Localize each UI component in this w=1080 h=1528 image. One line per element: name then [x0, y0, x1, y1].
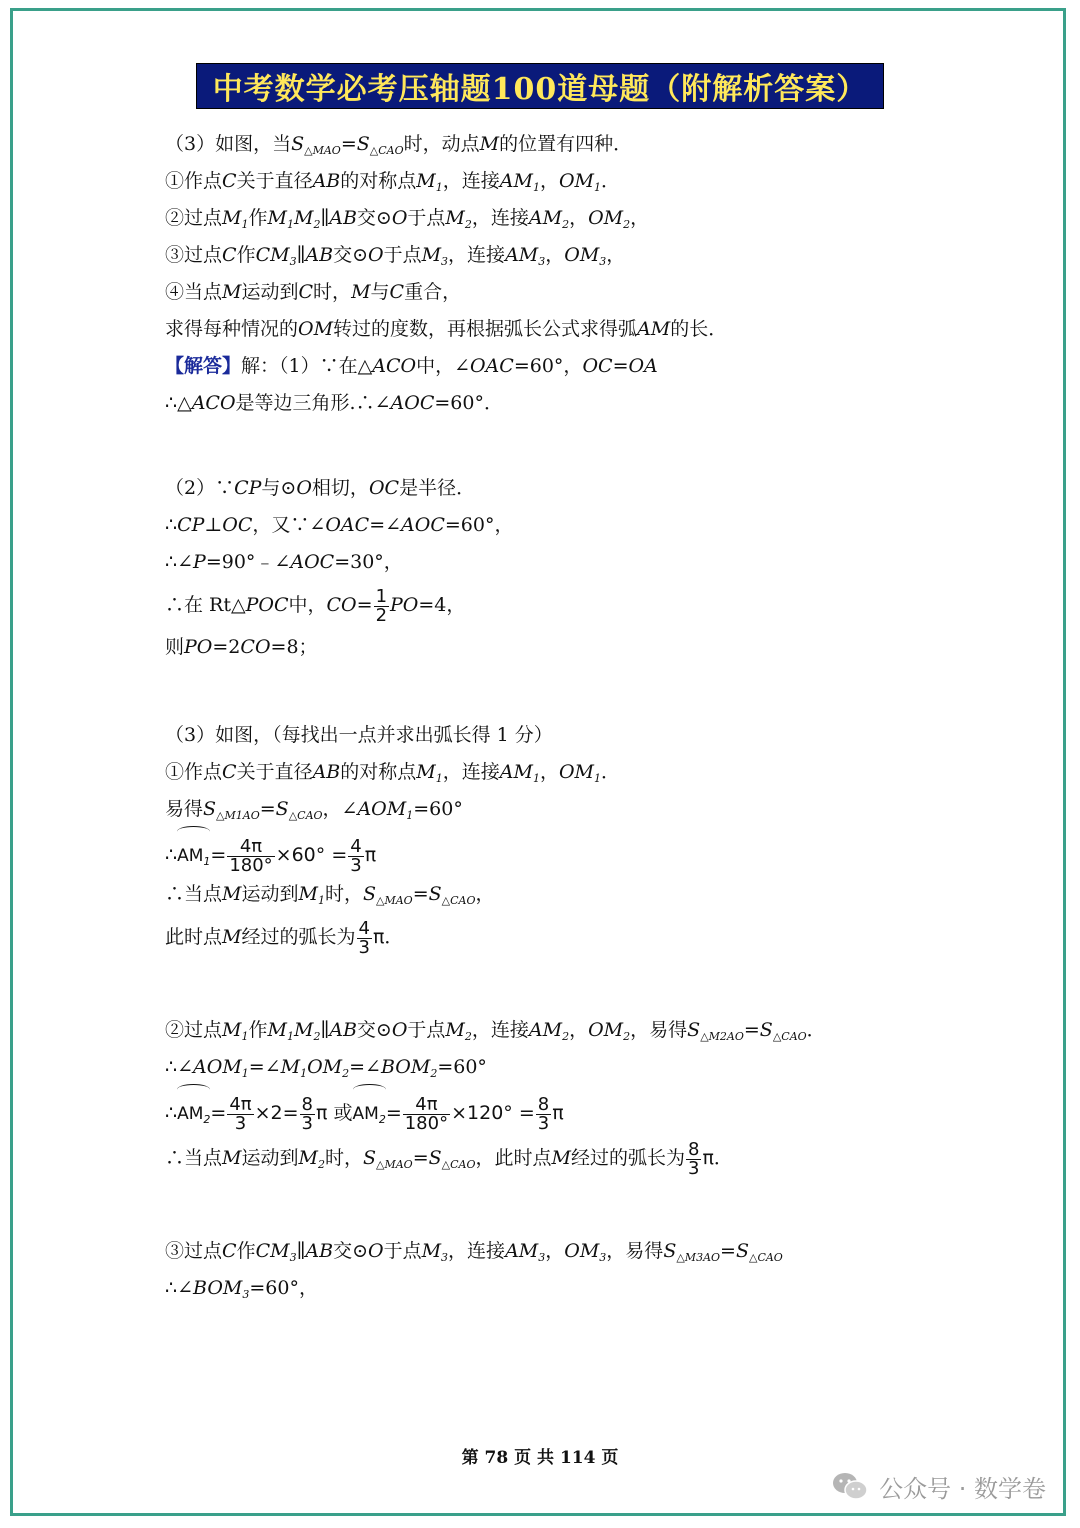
page-number: 第 78 页 共 114 页	[461, 1448, 619, 1468]
text-line: ∴CP⊥OC，又∵∠OAC=∠AOC=60°，	[165, 514, 514, 536]
fraction-4pi-3: $\frac{4\pi}{3}$	[229, 1093, 252, 1134]
fraction-8-3: $\frac{8}{3}$	[301, 1093, 313, 1134]
text-line: ③过点C作$CM_3\parallel AB$交⊙O于点$M_3$，连接$AM_3$，$OM_3$，	[165, 244, 626, 268]
text-line: ∴当点M运动到$M_1$时，$S_{\triangle MAO}=S_{\triangle CAO}$，	[165, 883, 495, 907]
text-line: $\therefore\angle AOM_1=\angle M_1OM_2=\angle BOM_2=60^\circ$	[165, 1056, 487, 1080]
text-line: ③过点C作$CM_3\parallel AB$交⊙O于点$M_3$，连接$AM_3$，$OM_3$，易得$S_{\triangle M3AO}=S_{\triangle CAO}$	[165, 1240, 783, 1264]
text-line: ∴在 Rt△POC中，CO= $\frac{1}{2}$ PO=4，	[165, 585, 466, 626]
page-banner-title: 中考数学必考压轴题100道母题（附解析答案）	[197, 64, 883, 108]
fraction-4pi-180: $\frac{4\pi}{180^\circ}$	[229, 835, 273, 876]
text-line: （3）如图，当$S_{\triangle MAO}=S_{\triangle CAO}$时，动点M的位置有四种．	[165, 133, 633, 157]
fraction-half: $\frac{1}{2}$	[375, 585, 388, 626]
watermark-text: 公众号 · 数学卷	[879, 1474, 1046, 1503]
fraction-4pi-180: $\frac{4\pi}{180^\circ}$	[404, 1093, 449, 1134]
text-line: 则PO=2CO=8；	[165, 636, 318, 658]
fraction-8-3: $\frac{8}{3}$	[688, 1138, 700, 1179]
fraction-4-3: $\frac{4}{3}$	[358, 917, 370, 958]
text-line: $\therefore AM_2=$ $\frac{4\pi}{3}$ ×2= $\frac{8}{3}$ π 或$AM_2=$ $\frac{4\pi}{180^\circ}$ ×120° = $\frac{8}{3}$ π	[165, 1086, 925, 1134]
text-line: 易得$S_{\triangle M1AO}=S_{\triangle CAO}$，$\angle AOM_1=60^\circ$	[165, 798, 463, 822]
wechat-watermark	[831, 1466, 1046, 1506]
arc-am1: $AM_1$	[177, 828, 210, 886]
text-line: $\therefore AM_1=$ $\frac{4\pi}{180^\circ}$ ×60° = $\frac{4}{3}$ π	[165, 828, 925, 876]
text-line: （2）∵CP与⊙O相切，OC是半径．	[165, 477, 476, 499]
fraction-4-3: $\frac{4}{3}$	[350, 835, 362, 876]
wechat-icon	[831, 1471, 869, 1501]
text-line: $\therefore\angle BOM_3=60^\circ$，	[165, 1277, 318, 1301]
arc-am2: $AM_2$	[177, 1086, 210, 1144]
answer-tag: 【解答】	[165, 355, 242, 377]
text-line: ④当点M运动到C时，M与C重合，	[165, 281, 462, 303]
text-line: ∴∠P=90°﹣∠AOC=30°，	[165, 551, 403, 573]
text-line: ①作点C关于直径AB的对称点$M_1$，连接$AM_1$，$OM_1$．	[165, 170, 621, 194]
fraction-8-3: $\frac{8}{3}$	[537, 1093, 550, 1134]
text-line: ②过点$M_1$作$M_1M_2\parallel AB$交⊙O于点$M_2$，连接$AM_2$，$OM_2$，易得$S_{\triangle M2AO}=S_{\triangle CAO}$．	[165, 1019, 826, 1043]
text-line: ∴当点M运动到$M_2$时，$S_{\triangle MAO}=S_{\triangle CAO}$，此时点M经过的弧长为 $\frac{8}{3}$ π．	[165, 1138, 733, 1179]
text-line: 【解答】解：（1）∵在△ACO中，∠OAC=60°，OC=OA	[165, 355, 658, 377]
text-line: 此时点M经过的弧长为 $\frac{4}{3}$ π．	[165, 917, 404, 958]
text-line: 求得每种情况的OM转过的度数，再根据弧长公式求得弧AM的长．	[165, 318, 728, 340]
solution-body	[165, 126, 925, 1307]
text-line: ①作点C关于直径AB的对称点$M_1$，连接$AM_1$，$OM_1$．	[165, 761, 621, 785]
text-line: ∴△ACO是等边三角形.∴∠AOC=60°．	[165, 392, 503, 414]
text-line: （3）如图，（每找出一点并求出弧长得 1 分）	[165, 724, 553, 746]
arc-am2: $AM_2$	[353, 1086, 386, 1144]
text-line: ②过点$M_1$作$M_1M_2\parallel AB$交⊙O于点$M_2$，连接$AM_2$，$OM_2$，	[165, 207, 650, 231]
